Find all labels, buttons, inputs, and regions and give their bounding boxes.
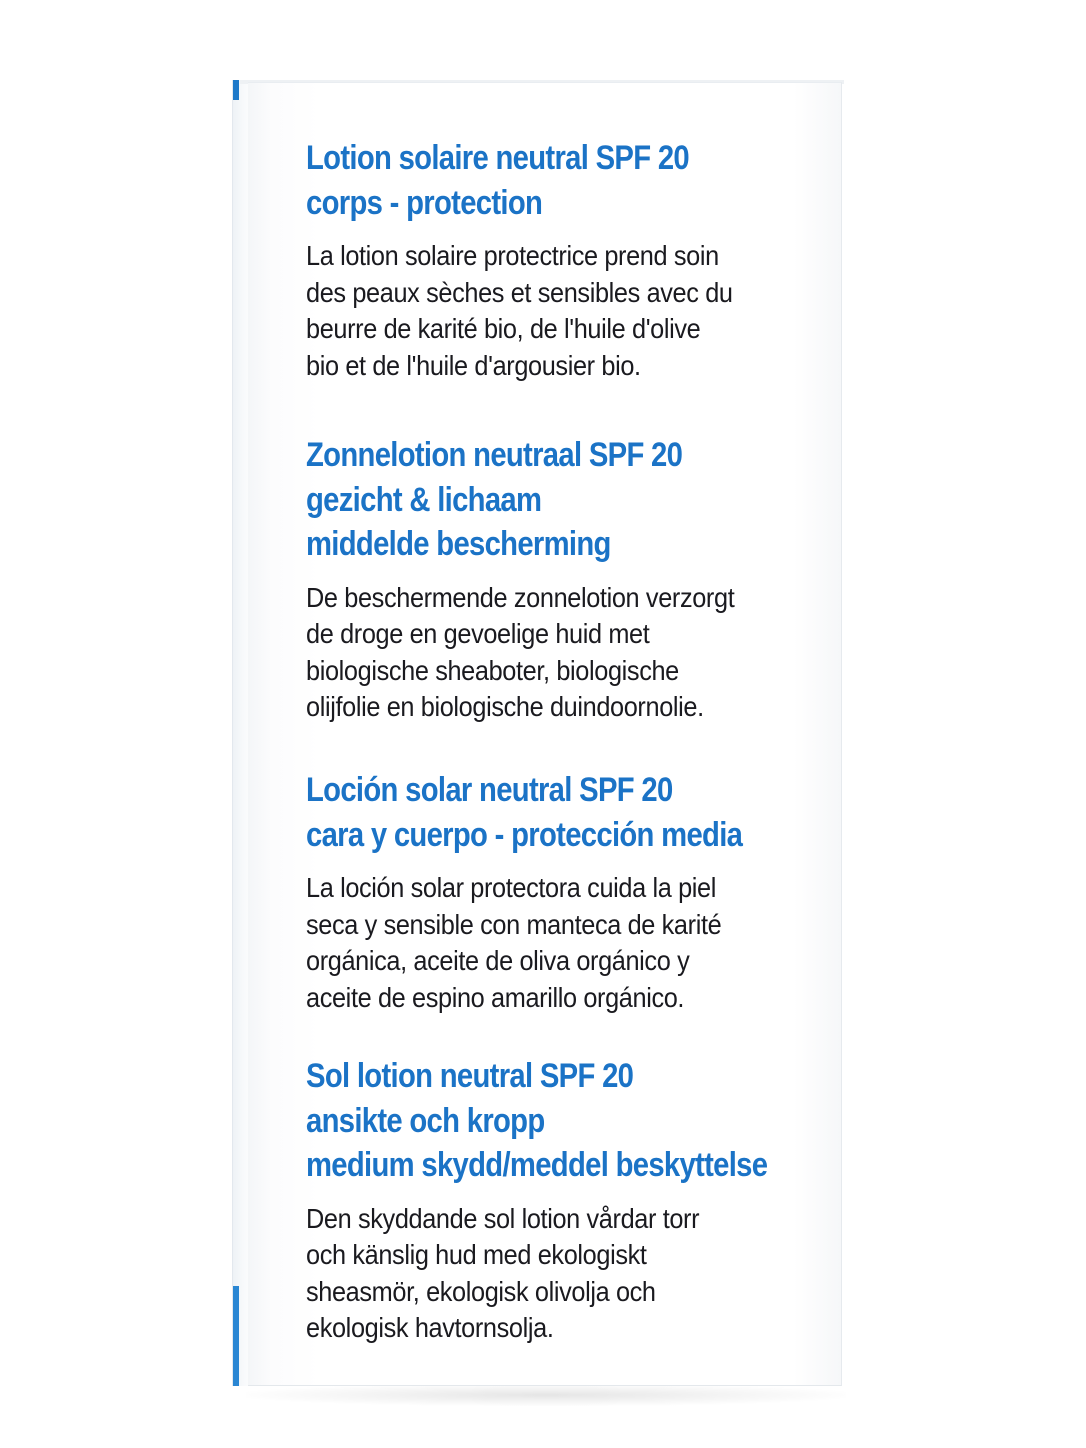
title-line: gezicht & lichaam: [306, 480, 542, 519]
section-description: [306, 580, 734, 726]
section-title: [306, 433, 706, 567]
title-line: Sol lotion neutral SPF 20: [306, 1057, 634, 1095]
title-line: Loción solar neutral SPF 20: [306, 771, 673, 809]
section-swedish: [306, 1054, 842, 1347]
section-title: [306, 1054, 767, 1188]
title-line: cara y cuerpo - protección media: [306, 815, 743, 854]
section-description: [306, 1201, 800, 1347]
body-line: De beschermende zonnelotion verzorgt: [306, 581, 735, 613]
body-line: och känslig hud med ekologiskt: [306, 1239, 647, 1271]
body-line: beurre de karité bio, de l'huile d'olive: [306, 313, 701, 345]
box-floor-shadow: [246, 1384, 846, 1406]
body-line: La loción solar protectora cuida la piel: [306, 872, 717, 903]
section-spanish: [306, 768, 813, 1016]
section-description: [306, 238, 733, 384]
body-line: ekologisk havtornsolja.: [306, 1312, 554, 1344]
body-line: Den skyddande sol lotion vårdar torr: [306, 1202, 700, 1234]
body-line: seca y sensible con manteca de karité: [306, 908, 722, 940]
section-dutch: [306, 433, 772, 726]
section-description: [306, 870, 773, 1016]
title-line: corps - protection: [306, 183, 543, 222]
section-french: [306, 136, 770, 384]
title-line: ansikte och kropp: [306, 1101, 545, 1140]
title-line: Zonnelotion neutraal SPF 20: [306, 436, 683, 474]
section-title: [306, 768, 742, 857]
body-line: biologische sheaboter, biologische: [306, 654, 679, 686]
side-blue-stripe-top: [233, 80, 239, 100]
title-line: Lotion solaire neutral SPF 20: [306, 139, 690, 177]
body-line: bio et de l'huile d'argousier bio.: [306, 349, 641, 381]
body-line: aceite de espino amarillo orgánico.: [306, 981, 685, 1013]
box-side-panel: [232, 80, 249, 1386]
title-line: middelde bescherming: [306, 525, 611, 563]
body-line: olijfolie en biologische duindoornolie.: [306, 691, 704, 723]
body-line: de droge en gevoelige huid met: [306, 618, 650, 650]
side-blue-stripe-bottom: [233, 1286, 239, 1386]
body-line: sheasmör, ekologisk olivolja och: [306, 1275, 656, 1307]
section-title: [306, 136, 705, 225]
body-line: orgánica, aceite de oliva orgánico y: [306, 945, 690, 977]
title-line: medium skydd/meddel beskyttelse: [306, 1146, 768, 1184]
body-line: des peaux sèches et sensibles avec du: [306, 276, 733, 308]
body-line: La lotion solaire protectrice prend soin: [306, 240, 719, 271]
